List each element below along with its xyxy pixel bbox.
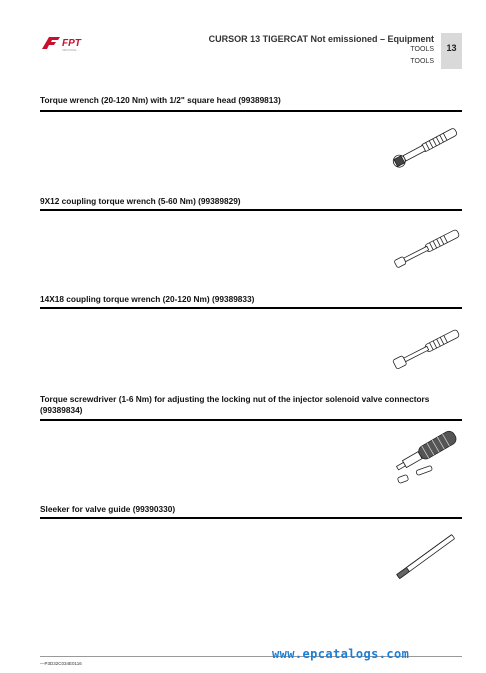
- section-divider: [40, 110, 462, 112]
- torque-wrench-icon: [386, 124, 462, 172]
- tool-title: Torque screwdriver (1-6 Nm) for adjusting the locking nut of the injector solenoid valve connectors (99389834): [40, 394, 430, 415]
- svg-text:INDUSTRIAL: INDUSTRIAL: [62, 49, 77, 52]
- document-title: CURSOR 13 TIGERCAT Not emissioned – Equipment: [208, 34, 434, 44]
- watermark-link[interactable]: www.epcatalogs.com: [272, 647, 410, 661]
- section-divider: [40, 307, 462, 309]
- valve-guide-sleeker-icon: [390, 530, 462, 584]
- tool-title: 14X18 coupling torque wrench (20-120 Nm) (99389833): [40, 294, 255, 304]
- section-divider: [40, 517, 462, 519]
- tool-title: 9X12 coupling torque wrench (5-60 Nm) (99389829): [40, 196, 241, 206]
- torque-screwdriver-icon: [384, 424, 464, 492]
- page-number: 13: [441, 33, 462, 69]
- footer-document-code: —P3D32C034E0116: [40, 661, 82, 666]
- section-divider: [40, 419, 462, 421]
- section-divider: [40, 209, 462, 211]
- tool-title: Sleeker for valve guide (99390330): [40, 504, 176, 514]
- svg-text:FPT: FPT: [62, 38, 81, 49]
- section-label: TOOLS: [410, 46, 434, 53]
- fpt-logo: [40, 34, 100, 52]
- tool-title: Torque wrench (20-120 Nm) with 1/2" square head (99389813): [40, 95, 281, 105]
- subsection-label: TOOLS: [410, 58, 434, 65]
- coupling-torque-wrench-icon: [388, 326, 464, 372]
- coupling-torque-wrench-icon: [388, 226, 464, 272]
